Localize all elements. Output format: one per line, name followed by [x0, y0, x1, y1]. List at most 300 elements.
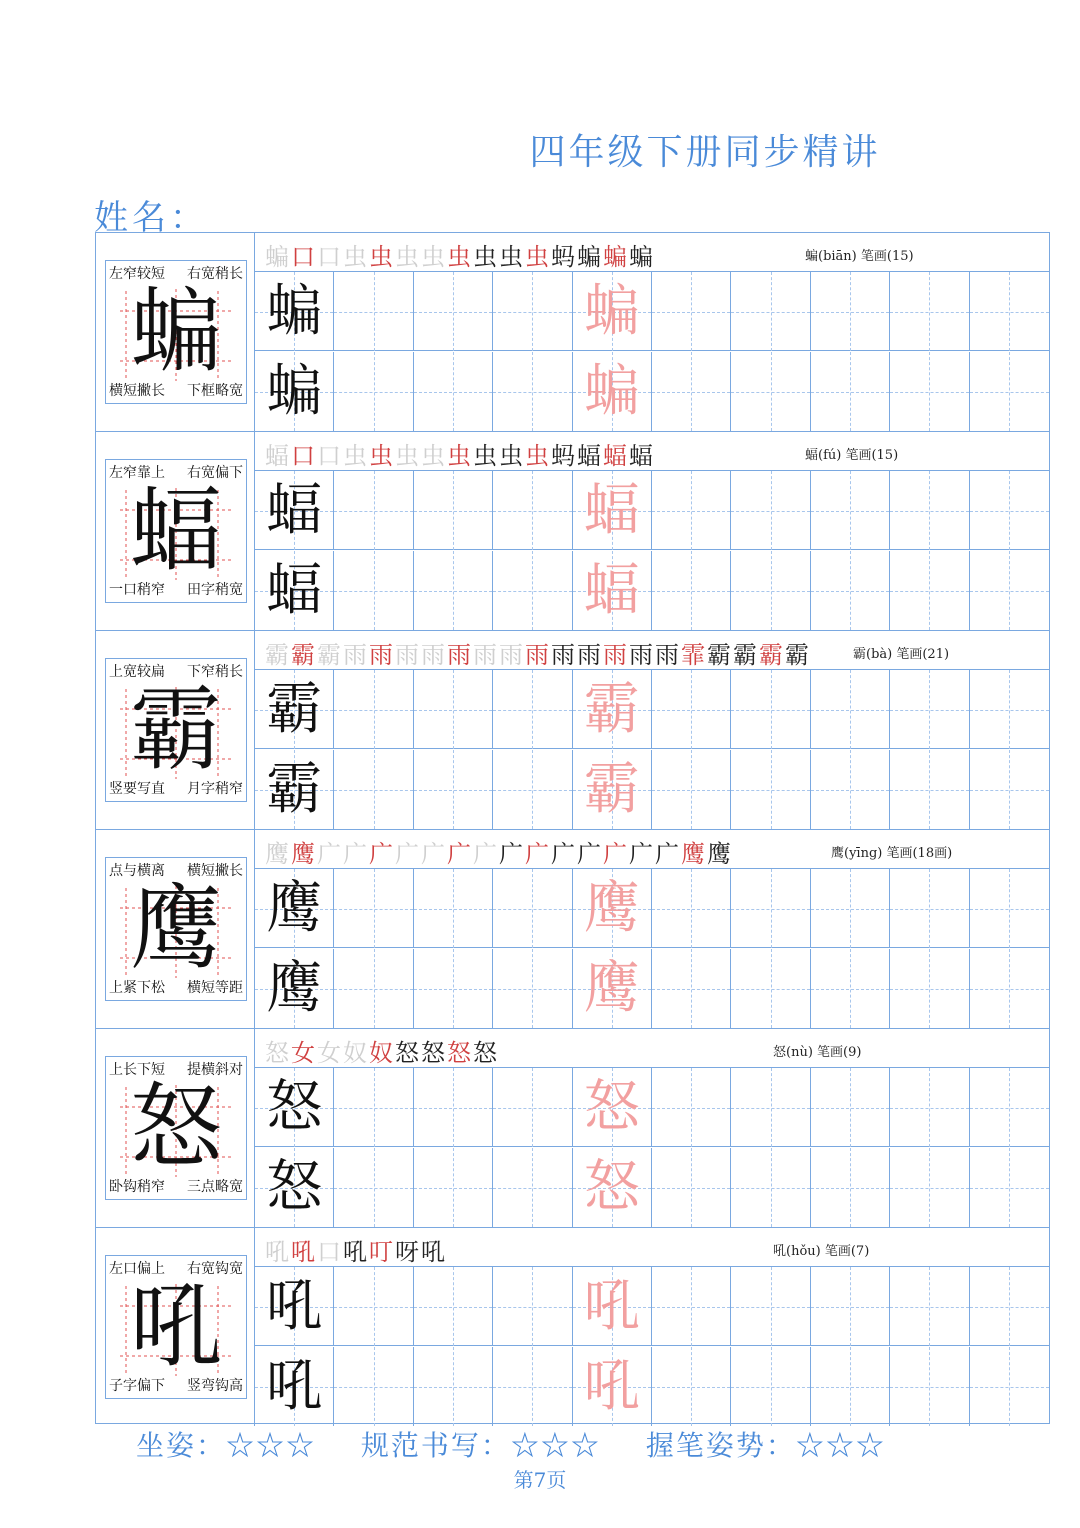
sample-character: 霸: [266, 677, 323, 742]
practice-cell[interactable]: [334, 750, 413, 829]
practice-grid-row: [255, 1068, 1049, 1147]
model-character-panel: [96, 830, 255, 1028]
evaluation-footer: [136, 1424, 920, 1464]
writing-tip: 三点略宽: [187, 1179, 243, 1195]
stroke-step: 口: [291, 442, 317, 470]
practice-cell[interactable]: [652, 949, 731, 1028]
writing-tip: 点与横离: [109, 863, 165, 879]
page-title: 四年级下册同步精讲: [529, 132, 881, 173]
writing-tip: 一口稍窄: [109, 582, 165, 598]
model-character-box: [105, 459, 247, 603]
writing-tip: 右宽钩宽: [187, 1261, 243, 1277]
practice-cell[interactable]: [493, 471, 572, 550]
practice-cell[interactable]: [652, 670, 731, 749]
practice-cell[interactable]: [573, 551, 652, 630]
stroke-step: 虫: [499, 243, 525, 271]
practice-cell[interactable]: [890, 670, 969, 749]
practice-sheet: [95, 232, 1050, 1424]
pinyin-stroke-count: 蝠(fú) 笔画(15): [805, 448, 899, 463]
practice-cell[interactable]: [731, 272, 810, 351]
practice-cell[interactable]: [255, 1267, 334, 1346]
practice-cell[interactable]: [573, 670, 652, 749]
practice-cell[interactable]: [573, 750, 652, 829]
model-character-box: [105, 1255, 247, 1399]
stroke-order-row: [255, 233, 1049, 272]
character-block: [96, 432, 1049, 631]
practice-cell[interactable]: [573, 352, 652, 431]
practice-cell[interactable]: [414, 272, 493, 351]
practice-cell[interactable]: [811, 1347, 890, 1426]
writing-tip: 右宽偏下: [187, 465, 243, 481]
practice-cell[interactable]: [255, 1148, 334, 1227]
practice-cell[interactable]: [811, 272, 890, 351]
practice-cell[interactable]: [970, 949, 1049, 1028]
practice-cell[interactable]: [573, 1267, 652, 1346]
stroke-step: 蚂: [551, 442, 577, 470]
practice-cell[interactable]: [731, 750, 810, 829]
practice-cell[interactable]: [493, 1347, 572, 1426]
practice-cell[interactable]: [334, 1068, 413, 1147]
stroke-step: 口: [317, 1238, 343, 1266]
stroke-step: 广: [603, 840, 629, 868]
practice-cell[interactable]: [970, 869, 1049, 948]
practice-cell[interactable]: [334, 1148, 413, 1227]
practice-cell[interactable]: [652, 1267, 731, 1346]
practice-cell[interactable]: [334, 352, 413, 431]
writing-tip: 横短撇长: [187, 863, 243, 879]
practice-cell[interactable]: [414, 1068, 493, 1147]
practice-cell[interactable]: [970, 1347, 1049, 1426]
trace-character: 霸: [583, 677, 640, 742]
stroke-step: 吼: [421, 1238, 447, 1266]
practice-cell[interactable]: [493, 869, 572, 948]
practice-cell[interactable]: [970, 1267, 1049, 1346]
pinyin-stroke-count: 鹰(yīng) 笔画(18画): [831, 846, 953, 861]
stroke-step: 吼: [343, 1238, 369, 1266]
practice-cell[interactable]: [731, 471, 810, 550]
writing-tip: 下窄稍长: [187, 664, 243, 680]
writing-tip: 竖弯钩高: [187, 1378, 243, 1394]
stroke-order-sequence: [265, 237, 655, 272]
model-character-panel: [96, 432, 255, 630]
model-character: 吼: [129, 1273, 222, 1380]
stroke-step: 雨: [473, 641, 499, 669]
trace-character: 蝙: [583, 279, 640, 344]
stroke-step: 虫: [525, 243, 551, 271]
practice-cell[interactable]: [731, 1267, 810, 1346]
practice-cell[interactable]: [731, 551, 810, 630]
practice-cell[interactable]: [493, 352, 572, 431]
stroke-step: 霸: [759, 641, 785, 669]
stroke-step: 广: [551, 840, 577, 868]
practice-cell[interactable]: [731, 352, 810, 431]
stroke-step: 呀: [395, 1238, 421, 1266]
practice-cell[interactable]: [731, 670, 810, 749]
practice-cell[interactable]: [414, 471, 493, 550]
practice-grid-row: [255, 1347, 1049, 1426]
stroke-step: 虫: [369, 442, 395, 470]
stroke-step: 吼: [265, 1238, 291, 1266]
practice-cell[interactable]: [652, 869, 731, 948]
practice-cell[interactable]: [493, 1148, 572, 1227]
character-block: [96, 233, 1049, 432]
practice-cell[interactable]: [890, 1267, 969, 1346]
writing-tip: 田字稍宽: [187, 582, 243, 598]
sample-character: 蝠: [266, 558, 323, 623]
practice-cell[interactable]: [811, 551, 890, 630]
stroke-step: 叮: [369, 1238, 395, 1266]
practice-cell[interactable]: [334, 670, 413, 749]
writing-standard-rating: 规范书写：☆☆☆: [360, 1429, 601, 1462]
stroke-step: 广: [317, 840, 343, 868]
practice-cell[interactable]: [652, 1148, 731, 1227]
stroke-step: 雨: [447, 641, 473, 669]
practice-cell[interactable]: [493, 272, 572, 351]
practice-cell[interactable]: [890, 869, 969, 948]
stroke-step: 虫: [395, 243, 421, 271]
practice-cell[interactable]: [255, 471, 334, 550]
stroke-step: 雨: [603, 641, 629, 669]
stroke-step: 广: [655, 840, 681, 868]
stroke-step: 鹰: [291, 840, 317, 868]
model-character-panel: [96, 233, 255, 431]
practice-grid-row: [255, 471, 1049, 550]
practice-cell[interactable]: [414, 1347, 493, 1426]
stroke-step: 怒: [473, 1039, 499, 1067]
stroke-step: 蝠: [603, 442, 629, 470]
practice-cell[interactable]: [970, 750, 1049, 829]
model-character-box: [105, 1056, 247, 1200]
practice-cell[interactable]: [811, 670, 890, 749]
trace-character: 鹰: [583, 876, 640, 941]
character-block: [96, 1228, 1049, 1427]
practice-cell[interactable]: [731, 869, 810, 948]
model-character: 霸: [129, 676, 222, 783]
practice-cell[interactable]: [811, 1267, 890, 1346]
practice-cell[interactable]: [334, 1267, 413, 1346]
page-number: 第7页: [513, 1468, 567, 1492]
practice-cell[interactable]: [573, 1347, 652, 1426]
practice-cell[interactable]: [334, 551, 413, 630]
model-character: 蝠: [129, 477, 222, 584]
practice-cell[interactable]: [414, 1148, 493, 1227]
stroke-step: 蝙: [577, 243, 603, 271]
practice-cell[interactable]: [731, 949, 810, 1028]
stroke-step: 霸: [707, 641, 733, 669]
practice-cell[interactable]: [652, 272, 731, 351]
sample-character: 鹰: [266, 956, 323, 1021]
writing-tip: 上宽较扁: [109, 664, 165, 680]
practice-cell[interactable]: [255, 750, 334, 829]
writing-tip: 月字稍窄: [187, 781, 243, 797]
practice-cell[interactable]: [890, 1148, 969, 1227]
pen-grip-rating: 握笔姿势：☆☆☆: [645, 1429, 886, 1462]
practice-cell[interactable]: [573, 272, 652, 351]
stroke-step: 霸: [733, 641, 759, 669]
stroke-step: 广: [395, 840, 421, 868]
practice-cell[interactable]: [970, 471, 1049, 550]
practice-cell[interactable]: [573, 471, 652, 550]
practice-cell[interactable]: [890, 750, 969, 829]
practice-cell[interactable]: [652, 551, 731, 630]
model-character: 鹰: [129, 875, 222, 982]
writing-tip: 横短撇长: [109, 383, 165, 399]
practice-cell[interactable]: [731, 1347, 810, 1426]
stroke-step: 口: [317, 442, 343, 470]
writing-tip: 上长下短: [109, 1062, 165, 1078]
sample-character: 蝙: [266, 279, 323, 344]
stroke-order-sequence: [265, 635, 811, 670]
stroke-step: 蝙: [265, 243, 291, 271]
stroke-step: 蝙: [629, 243, 655, 271]
trace-character: 霸: [583, 757, 640, 822]
pinyin-stroke-count: 怒(nù) 笔画(9): [773, 1045, 862, 1060]
stroke-step: 广: [499, 840, 525, 868]
practice-cell[interactable]: [970, 551, 1049, 630]
stroke-order-row: [255, 631, 1049, 670]
writing-tip: 竖要写直: [109, 781, 165, 797]
model-character-box: [105, 857, 247, 1001]
stroke-step: 虫: [499, 442, 525, 470]
practice-cell[interactable]: [493, 1267, 572, 1346]
stroke-step: 雨: [551, 641, 577, 669]
stroke-step: 怒: [447, 1039, 473, 1067]
stroke-order-row: [255, 830, 1049, 869]
practice-cell[interactable]: [493, 551, 572, 630]
practice-cell[interactable]: [255, 869, 334, 948]
stroke-step: 广: [447, 840, 473, 868]
practice-cell[interactable]: [255, 1347, 334, 1426]
stroke-step: 虫: [369, 243, 395, 271]
stroke-step: 广: [629, 840, 655, 868]
practice-cell[interactable]: [255, 551, 334, 630]
stroke-step: 雨: [629, 641, 655, 669]
practice-cell[interactable]: [970, 670, 1049, 749]
stroke-step: 女: [317, 1039, 343, 1067]
practice-cell[interactable]: [414, 869, 493, 948]
practice-cell[interactable]: [652, 471, 731, 550]
stroke-step: 怒: [421, 1039, 447, 1067]
stroke-step: 雨: [395, 641, 421, 669]
stroke-step: 广: [369, 840, 395, 868]
practice-cell[interactable]: [811, 471, 890, 550]
practice-cell[interactable]: [811, 1068, 890, 1147]
stroke-step: 雨: [421, 641, 447, 669]
practice-cell[interactable]: [573, 1068, 652, 1147]
stroke-step: 鹰: [707, 840, 733, 868]
model-character-box: [105, 260, 247, 404]
sample-character: 蝠: [266, 478, 323, 543]
stroke-step: 虫: [421, 243, 447, 271]
practice-cell[interactable]: [573, 869, 652, 948]
practice-cell[interactable]: [414, 352, 493, 431]
pinyin-stroke-count: 霸(bà) 笔画(21): [853, 647, 950, 662]
practice-cell[interactable]: [652, 750, 731, 829]
practice-cell[interactable]: [414, 551, 493, 630]
practice-cell[interactable]: [890, 1347, 969, 1426]
model-character: 蝙: [129, 278, 222, 385]
stroke-step: 广: [343, 840, 369, 868]
trace-character: 蝠: [583, 558, 640, 623]
practice-cell[interactable]: [414, 949, 493, 1028]
stroke-step: 口: [317, 243, 343, 271]
stroke-step: 霸: [317, 641, 343, 669]
practice-cell[interactable]: [573, 1148, 652, 1227]
practice-cell[interactable]: [493, 1068, 572, 1147]
stroke-step: 雨: [655, 641, 681, 669]
stroke-step: 吼: [291, 1238, 317, 1266]
practice-cell[interactable]: [573, 949, 652, 1028]
practice-cell[interactable]: [731, 1068, 810, 1147]
stroke-step: 雨: [369, 641, 395, 669]
stroke-order-sequence: [265, 436, 655, 471]
practice-cell[interactable]: [811, 1148, 890, 1227]
stroke-step: 广: [473, 840, 499, 868]
practice-grid-row: [255, 352, 1049, 431]
practice-grid-row: [255, 670, 1049, 749]
writing-tip: 子字偏下: [109, 1378, 165, 1394]
sample-character: 鹰: [266, 876, 323, 941]
practice-grid-row: [255, 949, 1049, 1028]
stroke-order-sequence: [265, 834, 733, 869]
stroke-step: 雨: [343, 641, 369, 669]
practice-cell[interactable]: [970, 352, 1049, 431]
practice-cell[interactable]: [334, 869, 413, 948]
stroke-step: 霸: [265, 641, 291, 669]
stroke-step: 虫: [447, 442, 473, 470]
stroke-step: 虫: [447, 243, 473, 271]
practice-cell[interactable]: [414, 1267, 493, 1346]
stroke-step: 怒: [265, 1039, 291, 1067]
writing-tip: 左窄靠上: [109, 465, 165, 481]
practice-cell[interactable]: [493, 670, 572, 749]
practice-cell[interactable]: [890, 471, 969, 550]
stroke-step: 广: [525, 840, 551, 868]
practice-cell[interactable]: [811, 750, 890, 829]
practice-cell[interactable]: [334, 272, 413, 351]
stroke-step: 广: [577, 840, 603, 868]
sample-character: 怒: [266, 1155, 323, 1220]
pinyin-stroke-count: 吼(hǒu) 笔画(7): [773, 1244, 870, 1259]
practice-cell[interactable]: [652, 352, 731, 431]
writing-tip: 上紧下松: [109, 980, 165, 996]
practice-cell[interactable]: [493, 949, 572, 1028]
practice-cell[interactable]: [652, 1347, 731, 1426]
practice-grid-row: [255, 869, 1049, 948]
stroke-step: 奴: [343, 1039, 369, 1067]
practice-cell[interactable]: [890, 352, 969, 431]
writing-tip: 下框略宽: [187, 383, 243, 399]
stroke-step: 奴: [369, 1039, 395, 1067]
writing-tip: 左窄较短: [109, 266, 165, 282]
sample-character: 吼: [266, 1274, 323, 1339]
stroke-step: 蝙: [603, 243, 629, 271]
character-block: [96, 830, 1049, 1029]
sitting-posture-rating: 坐姿：☆☆☆: [136, 1429, 317, 1462]
stroke-step: 鹰: [681, 840, 707, 868]
stroke-step: 雨: [577, 641, 603, 669]
practice-cell[interactable]: [890, 551, 969, 630]
stroke-order-row: [255, 432, 1049, 471]
writing-tip: 提横斜对: [187, 1062, 243, 1078]
practice-cell[interactable]: [811, 949, 890, 1028]
practice-cell[interactable]: [255, 670, 334, 749]
model-character-panel: [96, 1029, 255, 1227]
practice-cell[interactable]: [811, 352, 890, 431]
practice-grid-row: [255, 1267, 1049, 1346]
stroke-step: 虫: [343, 442, 369, 470]
practice-cell[interactable]: [731, 1148, 810, 1227]
stroke-step: 蝠: [629, 442, 655, 470]
stroke-step: 雨: [525, 641, 551, 669]
stroke-step: 鹰: [265, 840, 291, 868]
writing-tip: 横短等距: [187, 980, 243, 996]
stroke-step: 霸: [291, 641, 317, 669]
model-character-box: [105, 658, 247, 802]
practice-cell[interactable]: [970, 1148, 1049, 1227]
practice-cell[interactable]: [334, 1347, 413, 1426]
model-character-panel: [96, 1228, 255, 1426]
practice-cell[interactable]: [652, 1068, 731, 1147]
stroke-step: 霏: [681, 641, 707, 669]
trace-character: 鹰: [583, 956, 640, 1021]
practice-grid-row: [255, 1148, 1049, 1227]
practice-cell[interactable]: [255, 949, 334, 1028]
character-block: [96, 631, 1049, 830]
stroke-step: 蚂: [551, 243, 577, 271]
practice-cell[interactable]: [811, 869, 890, 948]
practice-cell[interactable]: [493, 750, 572, 829]
writing-tip: 左口偏上: [109, 1261, 165, 1277]
writing-tip: 卧钩稍窄: [109, 1179, 165, 1195]
stroke-step: 雨: [499, 641, 525, 669]
practice-cell[interactable]: [414, 750, 493, 829]
model-character-panel: [96, 631, 255, 829]
stroke-step: 蝠: [577, 442, 603, 470]
practice-cell[interactable]: [890, 949, 969, 1028]
practice-cell[interactable]: [334, 471, 413, 550]
sample-character: 怒: [266, 1075, 323, 1140]
practice-cell[interactable]: [890, 1068, 969, 1147]
stroke-step: 怒: [395, 1039, 421, 1067]
trace-character: 怒: [583, 1075, 640, 1140]
practice-cell[interactable]: [255, 352, 334, 431]
stroke-order-row: [255, 1228, 1049, 1267]
practice-grid-row: [255, 272, 1049, 351]
practice-cell[interactable]: [255, 272, 334, 351]
stroke-step: 虫: [395, 442, 421, 470]
character-block: [96, 1029, 1049, 1228]
stroke-step: 霸: [785, 641, 811, 669]
stroke-step: 女: [291, 1039, 317, 1067]
practice-cell[interactable]: [255, 1068, 334, 1147]
practice-grid-row: [255, 750, 1049, 829]
stroke-order-sequence: [265, 1033, 499, 1068]
practice-cell[interactable]: [970, 1068, 1049, 1147]
sample-character: 霸: [266, 757, 323, 822]
trace-character: 怒: [583, 1155, 640, 1220]
practice-cell[interactable]: [890, 272, 969, 351]
name-label: 姓名：: [94, 198, 208, 238]
model-character: 怒: [129, 1074, 222, 1181]
trace-character: 吼: [583, 1354, 640, 1419]
practice-cell[interactable]: [970, 272, 1049, 351]
stroke-step: 虫: [343, 243, 369, 271]
stroke-step: 虫: [525, 442, 551, 470]
practice-cell[interactable]: [334, 949, 413, 1028]
stroke-order-sequence: [265, 1232, 447, 1267]
practice-cell[interactable]: [414, 670, 493, 749]
